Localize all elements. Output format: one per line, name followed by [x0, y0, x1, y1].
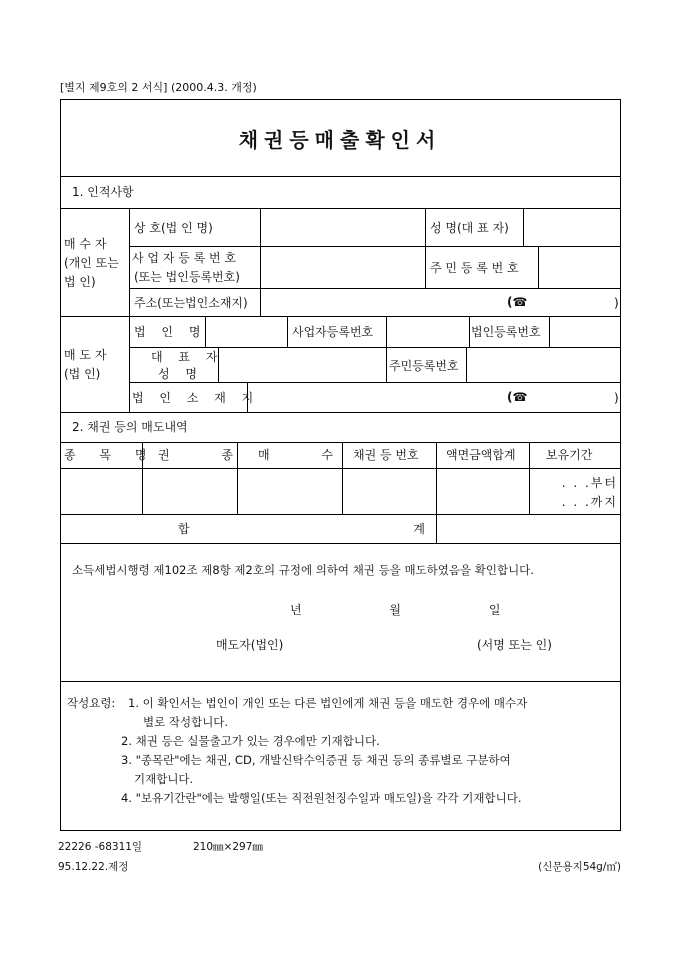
- divider: [549, 316, 550, 347]
- column-header: 보유기간: [546, 448, 593, 462]
- divider: [60, 412, 621, 413]
- total-label: 합 계: [178, 522, 535, 536]
- divider: [386, 347, 387, 382]
- instruction-item: 1. 이 확인서는 법인이 개인 또는 다른 법인에게 채권 등을 매도한 경우에 매수자: [128, 696, 528, 710]
- buyer-label: 법 인): [64, 275, 96, 289]
- instruction-item: 별로 작성합니다.: [143, 715, 229, 729]
- seller-biz-reg-label: 사업자등록번호: [292, 325, 374, 339]
- section-heading: 2. 채권 등의 매도내역: [72, 420, 188, 434]
- seller-label: (법 인): [64, 367, 101, 381]
- resident-reg-label: 주 민 등 록 번 호: [430, 261, 519, 275]
- date-line: 년 월 일: [290, 603, 543, 617]
- column-header: 권 종: [158, 448, 257, 462]
- corp-name-input[interactable]: [207, 319, 285, 345]
- name-rep-input[interactable]: [524, 214, 620, 244]
- divider: [60, 176, 621, 177]
- form-title: 채권등매출확인서: [238, 128, 442, 152]
- paper-size: 210㎜×297㎜: [193, 841, 263, 853]
- divider: [469, 316, 470, 347]
- divider: [129, 382, 621, 383]
- name-rep-label: 성 명(대 표 자): [430, 221, 509, 235]
- corp-address-input[interactable]: [249, 385, 499, 409]
- biz-reg-label: (또는 법인등록번호): [134, 270, 240, 284]
- seller-label: 매 도 자: [64, 348, 107, 362]
- divider: [60, 681, 621, 682]
- divider: [60, 316, 621, 317]
- divider: [260, 288, 261, 316]
- rep-label: 대 표 자: [151, 350, 224, 364]
- period-to: . . .까지: [561, 495, 618, 509]
- trade-name-label: 상 호(법 인 명): [134, 221, 213, 235]
- phone-icon: (☎: [507, 295, 528, 309]
- corp-reg-input[interactable]: [551, 319, 620, 345]
- divider: [129, 347, 621, 348]
- paper-type: (신문용지54g/㎡): [538, 861, 621, 873]
- form-code: 22226 -68311일: [58, 841, 143, 853]
- seller-signature-label: 매도자(법인): [216, 638, 284, 652]
- divider: [466, 347, 467, 382]
- section-heading: 1. 인적사항: [72, 185, 134, 199]
- quantity-cell[interactable]: [239, 471, 340, 511]
- trade-name-input[interactable]: [262, 214, 422, 244]
- seller-resident-reg-input[interactable]: [468, 350, 620, 380]
- item-name-cell[interactable]: [62, 471, 140, 511]
- biz-reg-input[interactable]: [262, 250, 422, 284]
- divider: [60, 442, 621, 443]
- seller-resident-reg-label: 주민등록번호: [389, 359, 459, 373]
- divider: [60, 468, 621, 469]
- column-header: 채권 등 번호: [353, 448, 419, 462]
- phone-close: ): [614, 296, 619, 310]
- divider: [529, 442, 530, 514]
- biz-reg-label: 사 업 자 등 록 번 호: [132, 251, 237, 265]
- divider: [60, 543, 621, 544]
- column-header: 액면금액합계: [446, 448, 516, 462]
- bond-number-cell[interactable]: [344, 471, 434, 511]
- phone-icon: (☎: [507, 390, 528, 404]
- buyer-label: (개인 또는: [64, 256, 119, 270]
- phone-close: ): [614, 391, 619, 405]
- divider: [538, 246, 539, 288]
- divider: [129, 246, 621, 247]
- face-value-cell[interactable]: [438, 471, 527, 511]
- divider: [60, 208, 621, 209]
- divider: [260, 208, 261, 288]
- column-header: 종 목 명: [64, 448, 157, 462]
- established-date: 95.12.22.제정: [58, 861, 129, 873]
- instruction-item: 3. "종목란"에는 채권, CD, 개발신탁수익증권 등 채권 등의 종류별로 구분하여: [121, 753, 511, 767]
- instruction-item: 4. "보유기간란"에는 발행일(또는 직전원천징수일과 매도일)을 각각 기재합니다.: [121, 791, 522, 805]
- sign-label: (서명 또는 인): [477, 638, 552, 652]
- resident-reg-input[interactable]: [540, 250, 620, 284]
- address-label: 주소(또는법인소재지): [134, 296, 248, 310]
- rep-name-input[interactable]: [220, 350, 384, 380]
- divider: [129, 208, 130, 412]
- denomination-cell[interactable]: [144, 471, 235, 511]
- rep-label: 성 명: [158, 367, 203, 381]
- corp-address-label: 법 인 소 재 지: [132, 391, 260, 405]
- divider: [386, 316, 387, 347]
- instruction-item: 기재합니다.: [134, 772, 194, 786]
- instruction-item: 2. 채권 등은 실물출고가 있는 경우에만 기재합니다.: [121, 734, 380, 748]
- form-header-note: [별지 제9호의 2 서식] (2000.4.3. 개정): [60, 81, 257, 94]
- divider: [287, 316, 288, 347]
- address-input[interactable]: [262, 291, 502, 313]
- total-input[interactable]: [438, 516, 619, 541]
- period-from: . . .부터: [561, 476, 618, 490]
- instructions-lead: 작성요령:: [67, 696, 116, 710]
- corp-name-label: 법 인 명: [134, 325, 207, 339]
- divider: [425, 208, 426, 288]
- column-header: 매 수: [258, 448, 357, 462]
- divider: [60, 514, 621, 515]
- buyer-label: 매 수 자: [64, 237, 107, 251]
- divider: [129, 288, 621, 289]
- seller-biz-reg-input[interactable]: [388, 319, 467, 345]
- corp-reg-label: 법인등록번호: [471, 325, 541, 339]
- confirmation-statement: 소득세법시행령 제102조 제8항 제2호의 규정에 의하여 채권 등을 매도하였음을 확인합니다.: [72, 563, 534, 577]
